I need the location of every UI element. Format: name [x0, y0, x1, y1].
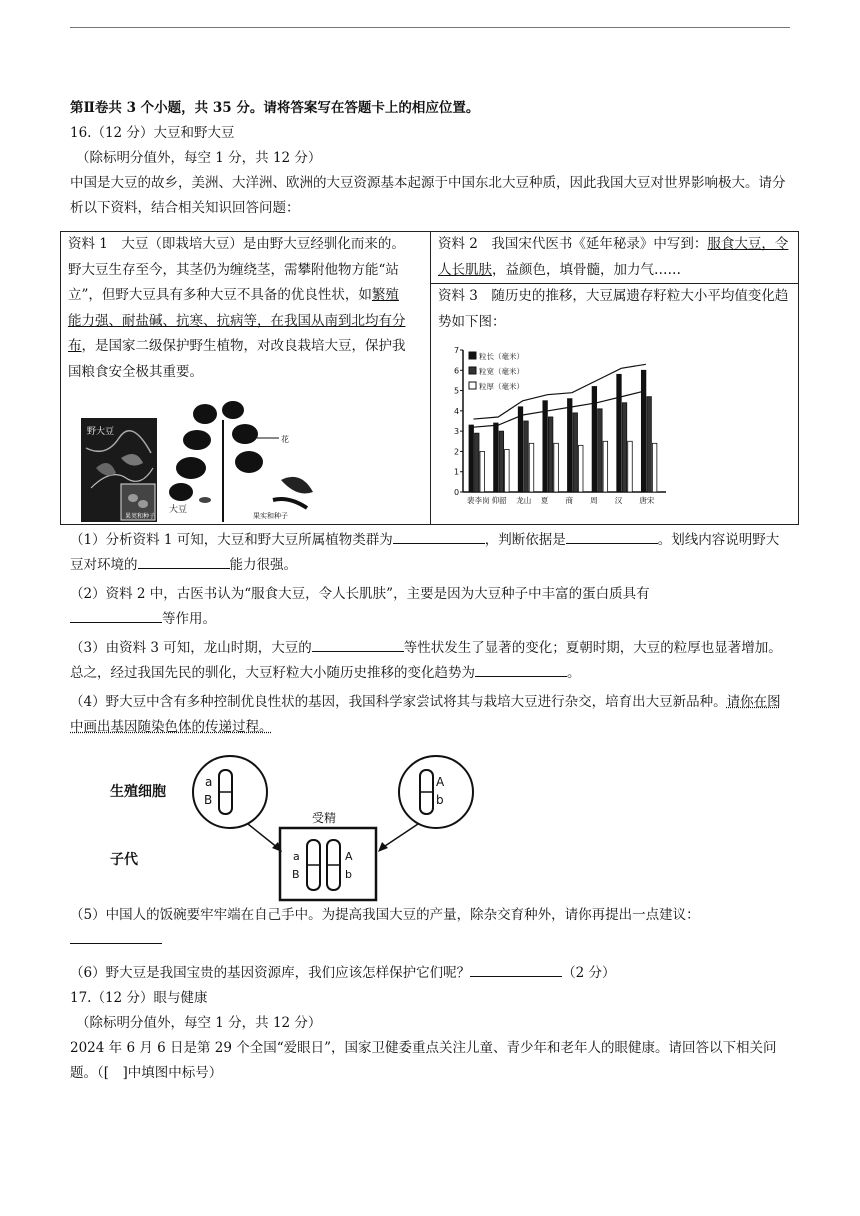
bar-1 — [622, 403, 627, 492]
blank-q5[interactable] — [70, 929, 162, 944]
bar-0 — [568, 399, 573, 492]
legend-label: 粒厚（毫米） — [479, 382, 524, 391]
svg-text:A: A — [436, 775, 445, 789]
offspring-label: 子代 — [110, 852, 138, 868]
material-1-text: 资料 1 大豆（即栽培大豆）是由野大豆经驯化而来的。野大豆生存至今，其茎仍为缠绕茎，需攀附他物方能“站立”，但野大豆具有多种大豆不具备的优良性状，如繁殖能力强、耐盐碱、抗寒、抗病等，在我国从南到北均有分布，是国家二级保护野生植物，对改良栽培大豆，保护我国粮食安全极其重要。 — [68, 236, 406, 380]
question-4: （4）野大豆中含有多种控制优良性状的基因，我国科学家尝试将其与栽培大豆进行杂交，培育出大豆新品种。请你在图中画出基因随染色体的传递过程。 — [70, 694, 781, 735]
bar-0 — [641, 370, 646, 492]
y-tick-label: 7 — [454, 346, 460, 355]
bar-2 — [628, 441, 633, 492]
bar-1 — [499, 431, 504, 492]
svg-text:A: A — [345, 850, 353, 863]
soybean-label: 大豆 — [169, 505, 188, 515]
question-6: （6）野大豆是我国宝贵的基因资源库，我们应该怎样保护它们呢？ （2 分） — [70, 961, 792, 986]
chart-container — [441, 342, 671, 528]
material-1-underline: 繁殖能力强、耐盐碱、抗寒、抗病等，在我国从南到北均有分布 — [68, 287, 406, 354]
materials-table — [60, 231, 799, 525]
q16-title: 16.（12 分）大豆和野大豆 — [70, 125, 235, 141]
material-3-cell — [431, 284, 799, 525]
legend-label: 粒宽（毫米） — [479, 367, 524, 376]
q16-intro: 中国是大豆的故乡，美洲、大洋洲、欧洲的大豆资源基本起源于中国东北大豆种质，因此我国大豆对世界影响极大。请分析以下资料，结合相关知识回答问题： — [70, 175, 786, 216]
question-1: （1）分析资料 1 可知，大豆和野大豆所属植物类群为 ，判断依据是 。划线内容说明野大豆对环境的 能力很强。 — [70, 528, 792, 578]
bar-2 — [554, 443, 559, 492]
svg-text:B: B — [292, 868, 300, 881]
y-tick-label: 2 — [454, 447, 460, 457]
material-2-cell: 资料 2 我国宋代医书《延年秘录》中写到：服食大豆，令人长肌肤，益颜色，填骨髓，加力气…… — [431, 232, 799, 284]
fruit-label: 果实和种子 — [253, 512, 288, 520]
svg-text:b: b — [345, 868, 352, 881]
x-tick-label: 商 — [565, 496, 573, 505]
header-rule — [70, 27, 790, 28]
bar-2 — [480, 451, 485, 492]
legend-swatch — [469, 367, 476, 374]
x-tick-label: 裴李岗 — [467, 496, 490, 505]
exam-content — [70, 96, 792, 221]
material-1-cell — [61, 232, 431, 525]
blank-q6[interactable] — [470, 962, 562, 977]
bar-2 — [529, 443, 534, 492]
material-3-text: 资料 3 随历史的推移，大豆属遗存籽粒大小平均值变化趋势如下图： — [438, 288, 789, 330]
bar-1 — [524, 421, 529, 492]
x-tick-label: 汉 — [614, 496, 623, 505]
bar-1 — [475, 433, 480, 492]
inheritance-diagram — [100, 748, 520, 903]
y-tick-label: 6 — [454, 366, 460, 376]
wild-soybean-photo — [81, 418, 157, 522]
bar-0 — [617, 374, 622, 492]
seed-size-chart — [441, 342, 671, 518]
question-5: （5）中国人的饭碗要牢牢端在自己手中。为提高我国大豆的产量，除杂交育种外，请你再提出一点建议： — [70, 903, 792, 953]
seed-label: 果荚和种子 — [125, 513, 156, 520]
x-tick-label: 周 — [590, 496, 598, 505]
section-header: 第Ⅱ卷共 3 个小题，共 35 分。请将答案写在答题卡上的相应位置。 — [70, 100, 480, 116]
blank-q1-3[interactable] — [138, 554, 230, 569]
wild-soybean-label: 野大豆 — [87, 427, 115, 437]
legend-swatch — [469, 382, 476, 389]
bar-1 — [647, 397, 652, 492]
bar-2 — [505, 449, 510, 492]
q17-intro: 2024 年 6 月 6 日是第 29 个全国“爱眼日”，国家卫健委重点关注儿童、青少年和老年人的眼健康。请回答以下相关问题。（[ ]中填图中标号） — [70, 1040, 777, 1081]
bar-0 — [543, 401, 548, 492]
svg-text:B: B — [204, 793, 213, 807]
bar-2 — [652, 443, 657, 492]
svg-text:受精: 受精 — [312, 811, 337, 825]
right-germ-cell — [399, 756, 473, 828]
y-tick-label: 0 — [454, 488, 460, 497]
blank-q2[interactable] — [70, 608, 162, 623]
bar-0 — [494, 423, 499, 492]
x-tick-label: 唐宋 — [639, 496, 655, 505]
svg-text:b: b — [436, 793, 444, 807]
bar-0 — [469, 425, 474, 492]
bar-1 — [573, 413, 578, 492]
y-tick-label: 4 — [454, 406, 460, 416]
x-tick-label: 夏 — [540, 496, 549, 505]
q17-note: （除标明分值外，每空 1 分，共 12 分） — [76, 1015, 322, 1031]
blank-q1-1[interactable] — [393, 529, 485, 544]
q16-note: （除标明分值外，每空 1 分，共 12 分） — [76, 150, 322, 166]
blank-q3-1[interactable] — [312, 637, 404, 652]
bar-1 — [598, 409, 603, 492]
y-tick-label: 5 — [454, 386, 460, 396]
blank-q3-2[interactable] — [475, 662, 567, 677]
y-tick-label: 1 — [454, 467, 460, 477]
bar-2 — [603, 441, 608, 492]
bar-2 — [579, 445, 584, 492]
material-2-underline: 服食大豆，令人长肌肤 — [438, 236, 789, 278]
question-4-emphasis: 请你在图中画出基因随染色体的传递过程。 — [70, 694, 781, 735]
legend-swatch — [469, 352, 476, 359]
svg-text:a: a — [293, 850, 300, 863]
germ-cell-label: 生殖细胞 — [110, 784, 166, 800]
svg-text:a: a — [205, 775, 213, 789]
x-tick-label: 仰韶 — [491, 496, 507, 505]
question-3: （3）由资料 3 可知，龙山时期，大豆的 等性状发生了显著的变化；夏朝时期，大豆的粒厚也显著增加。总之，经过我国先民的驯化，大豆籽粒大小随历史推移的变化趋势为 。 — [70, 636, 792, 686]
soybean-drawing — [161, 400, 316, 524]
y-tick-label: 3 — [454, 427, 460, 437]
legend-label: 粒长（毫米） — [479, 352, 524, 361]
blank-q1-2[interactable] — [566, 529, 658, 544]
question-2: （2）资料 2 中，古医书认为“服食大豆，令人长肌肤”，主要是因为大豆种子中丰富的蛋白质具有 等作用。 — [70, 586, 650, 627]
q17-title: 17.（12 分）眼与健康 — [70, 990, 208, 1006]
questions-block-2 — [70, 903, 792, 1086]
flower-label: 花 — [281, 435, 289, 444]
bar-0 — [518, 407, 523, 492]
questions-block — [70, 528, 792, 740]
bar-1 — [548, 417, 553, 492]
x-tick-label: 龙山 — [516, 496, 532, 505]
